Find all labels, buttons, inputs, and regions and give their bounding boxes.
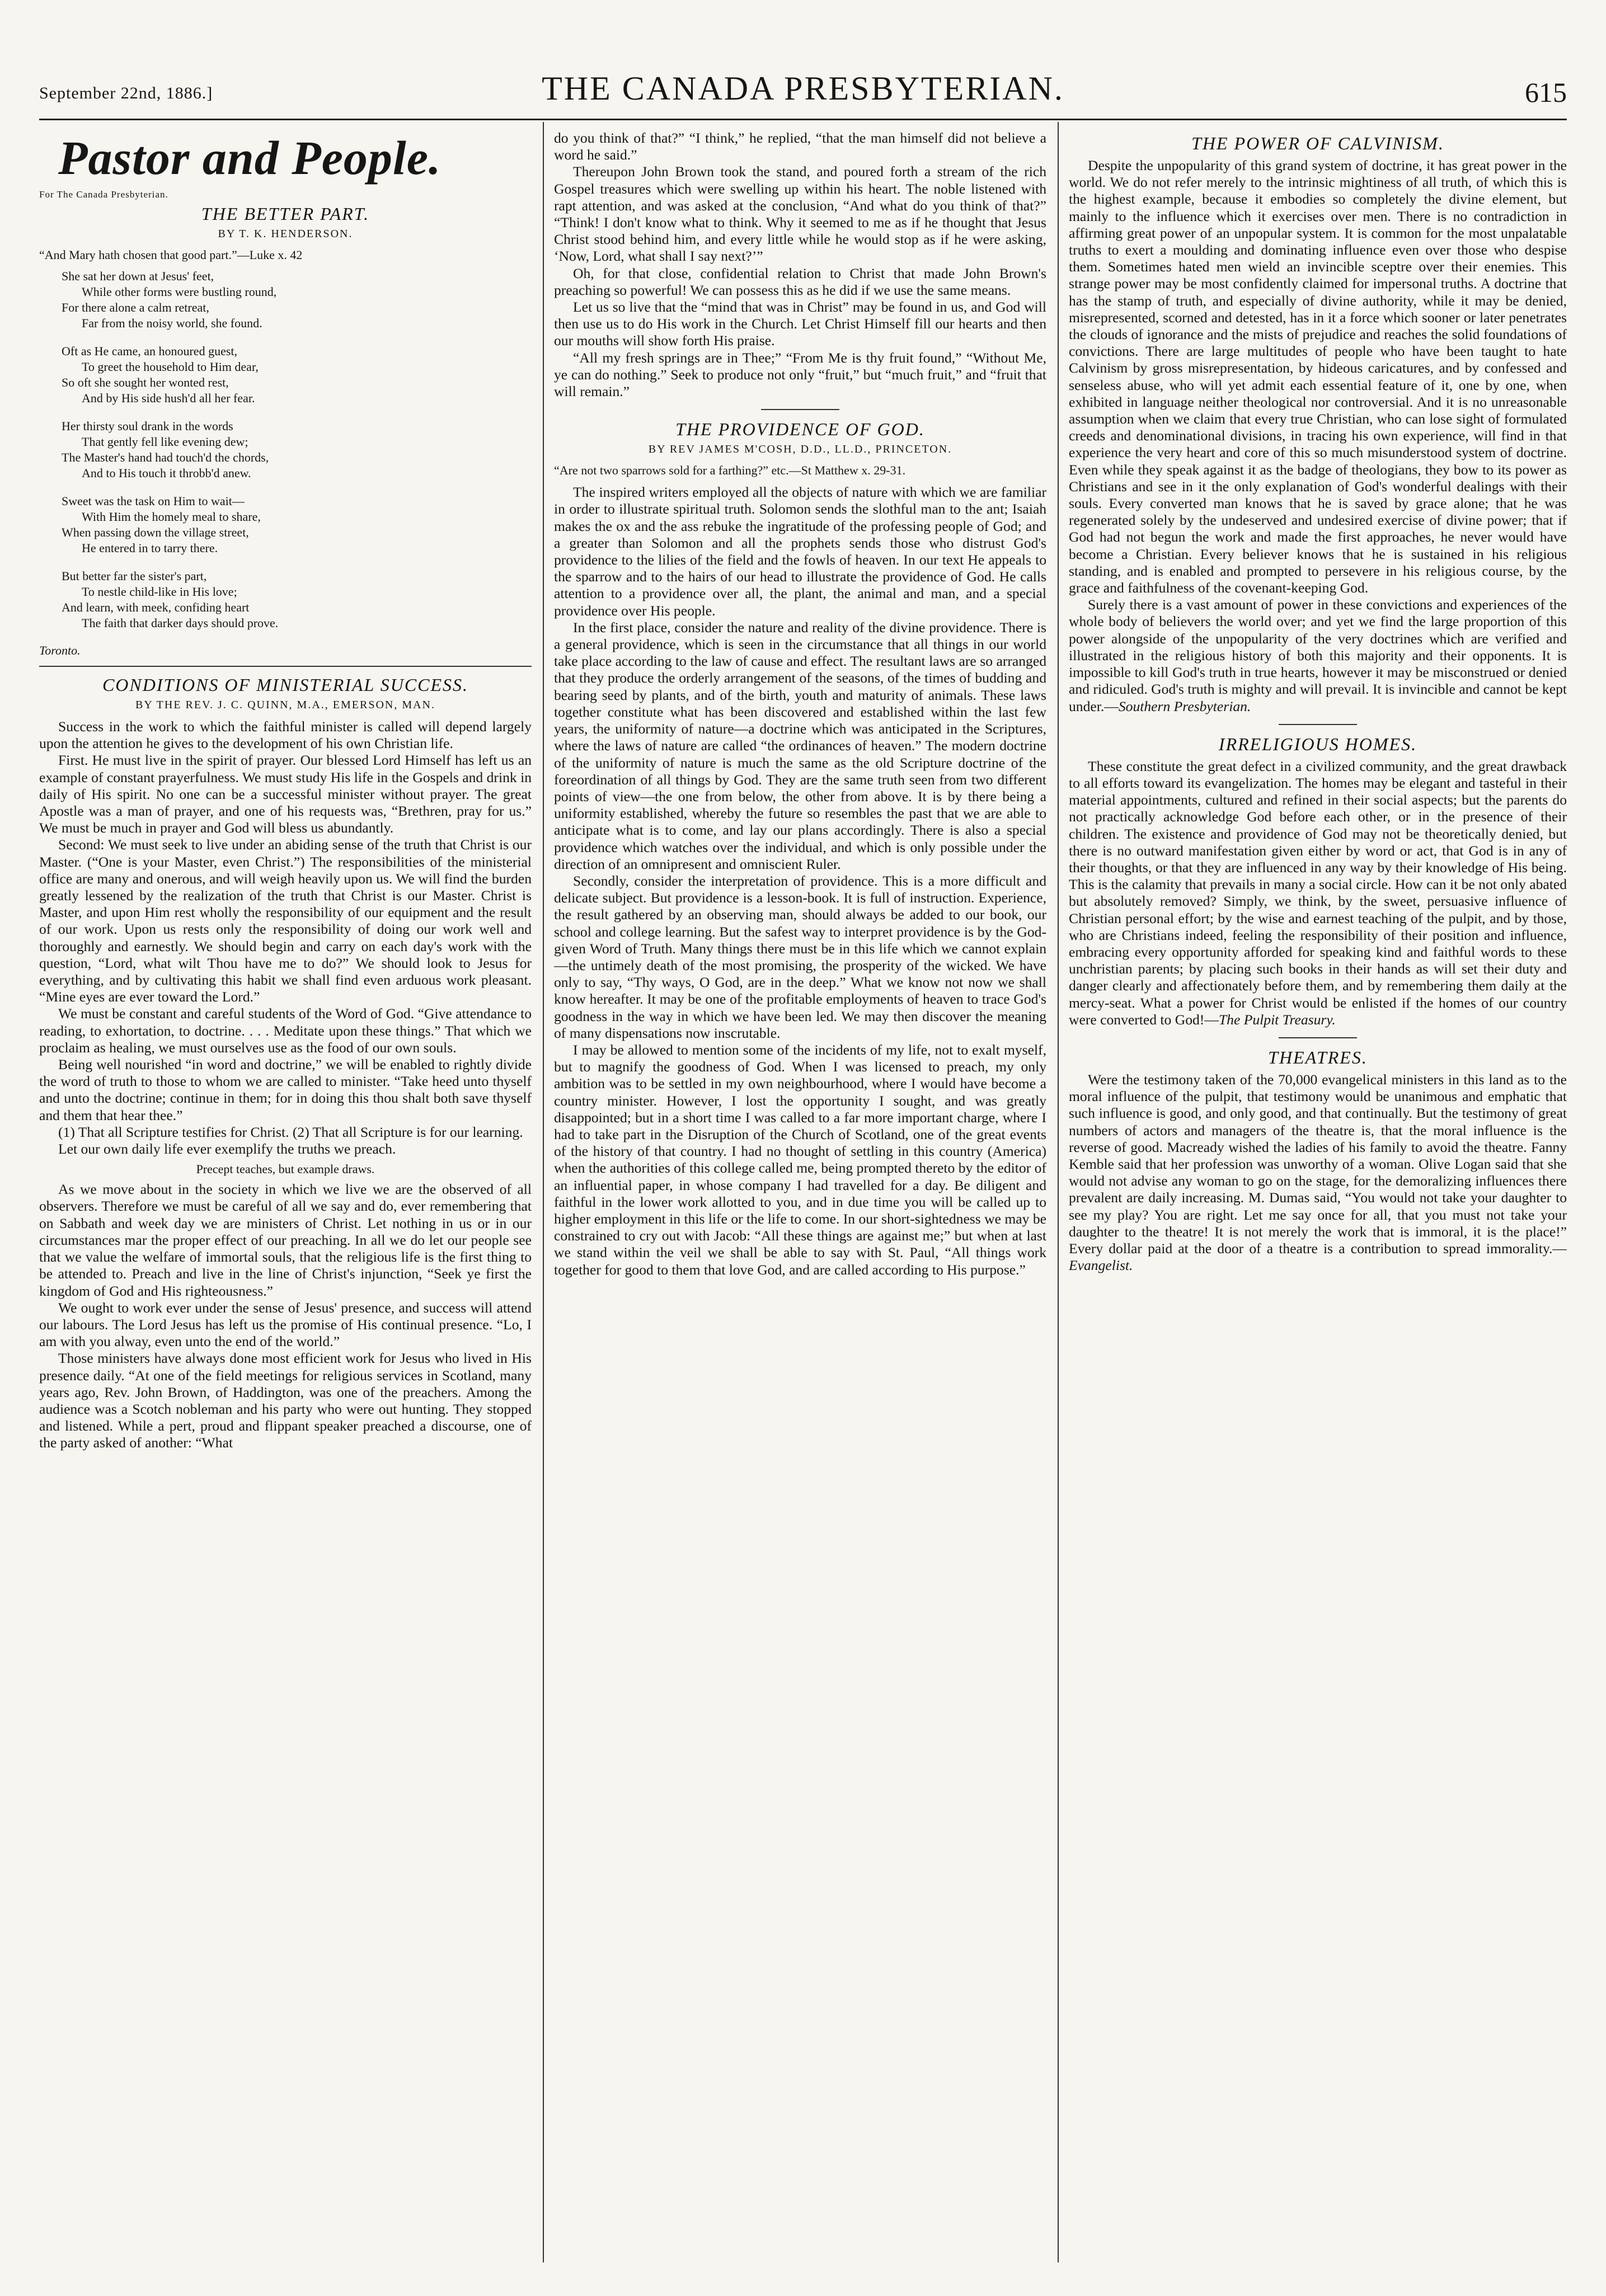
poem-line: And to His touch it throbb'd anew. [82, 466, 251, 480]
paragraph: Let our own daily life ever exemplify the truths we preach. [58, 1141, 396, 1158]
column-divider [543, 122, 544, 2262]
paragraph: Surely there is a vast amount of power in these convictions and experiences of the whole body of believers the world over; and yet we find the large proportion of this power alongside of the unpopularity of the very doctrines which are verified and illustrated in the religious history of both this majority and their opponents. It is impossible to kill God's truth in true hearts, however it may be misconstrued or denied and ridiculed. God's truth is mighty and will prevail. It is invincible and cannot be kept under.—Southern Presbyterian. [1069, 596, 1567, 714]
paragraph: Second: We must seek to live under an abiding sense of the truth that Christ is our Master. (“One is your Master, even Christ.”) The responsibilities of the ministerial office are many and onerous, and will weigh heavily upon us. We will find the burden greatly lessened by the realization of the truth that Christ is our Master. Christ is Master, and upon Him rest wholly the responsibility of our equipment and the result of our work. Upon us rests only the responsibility of doing our work well and thoroughly and earnestly. We should begin and carry on each day's work with the question, “Lord, what wilt Thou have me to do?” We should look to Jesus for everything, and by cultivating this habit we shall find even arduous work pleasant. “Mine eyes are ever toward the Lord.” [39, 836, 532, 1005]
paragraph: Let us so live that the “mind that was in Christ” may be found in us, and God will then use us to do His work in the Church. Let Christ Himself fill our hearts and then our mouths will show forth His praise. [554, 299, 1046, 349]
paragraph: Being well nourished “in word and doctrine,” we will be enabled to rightly divide the word of truth to those to whom we are called to minister. “Take heed unto thyself and unto the doctrine; continue in them; for in doing this thou shalt both save thyself and them that hear thee.” [39, 1056, 532, 1123]
poem-line: He entered in to tarry there. [82, 541, 218, 555]
paragraph: Oh, for that close, confidential relation to Christ that made John Brown's preaching so powerful! We can possess this as he did if we use the same means. [554, 265, 1046, 298]
article-rule [1279, 724, 1357, 725]
article-byline: BY REV JAMES M'COSH, D.D., LL.D., PRINCETON. [648, 443, 952, 456]
poem-byline: BY T. K. HENDERSON. [218, 228, 353, 240]
column-2 [554, 130, 1046, 2262]
paragraph: I may be allowed to mention some of the incidents of my life, not to exalt myself, but to magnify the goodness of God. When I was licensed to preach, my only ambition was to be settled in my own neighbourhood, where I would have become a country minister. However, I lost the opportunity I sought, and was greatly disappointed; but in a short time I was called to a far more important charge, where I had to take part in the Disruption of the Church of Scotland, one of the great events of the history of that country. I had no thought of settling in this country (America) when the authorities of this college called me, being prompted thereto by the editor of an influential paper, in whose company I had travelled for a day. Be diligent and faithful in the lower work allotted to you, and in due time you will be called up to higher employment in this life or the life to come. In our short-sightedness we may be constrained to cry out with Jacob: “All these things are against me;” but when at last we stand within the veil we shall be able to say with St. Paul, “All things work together for good to them that love God, and are called according to His purpose.” [554, 1041, 1046, 1278]
article-byline: BY THE REV. J. C. QUINN, M.A., EMERSON, MAN. [135, 699, 435, 711]
article-source: Evangelist. [1069, 1257, 1133, 1274]
poem-line: And by His side hush'd all her fear. [82, 391, 255, 405]
issue-date: September 22nd, 1886.] [39, 84, 213, 102]
article-body [39, 1181, 532, 1451]
article-rule [761, 409, 839, 410]
page-number: 615 [1525, 77, 1567, 108]
paragraph: Thereupon John Brown took the stand, and poured forth a stream of the rich Gospel treasures which were swelling up within his heart. The noble listened with rapt attention, and was asked at the conclusion, “And what do you think of that?” “Think! I don't know what to think. Why it seemed to me as if he thought that Jesus Christ stood behind him, and every little while he would stop as if he were asking, ‘Now, Lord, what shall I say next?’” [554, 163, 1046, 265]
poem-line: While other forms were bustling round, [82, 285, 277, 299]
article-body [1069, 758, 1567, 1028]
article-subhead: Precept teaches, but example draws. [196, 1162, 375, 1177]
article-body [554, 484, 1046, 1278]
poem-title: THE BETTER PART. [201, 204, 370, 224]
article-motto: “Are not two sparrows sold for a farthing?” etc.—St Matthew x. 29-31. [554, 463, 906, 478]
poem-line: But better far the sister's part, [62, 569, 207, 583]
poem-credit: For The Canada Presbyterian. [39, 189, 168, 200]
article-title: IRRELIGIOUS HOMES. [1218, 733, 1417, 754]
poem-line: Oft as He came, an honoured guest, [62, 344, 238, 358]
poem-line: To greet the household to Him dear, [82, 360, 259, 374]
column-divider [1058, 122, 1059, 2262]
column-3 [1069, 130, 1567, 2262]
poem-place: Toronto. [39, 643, 81, 657]
poem-line: So oft she sought her wonted rest, [62, 375, 229, 389]
poem-stanza [62, 568, 532, 631]
paragraph: We ought to work ever under the sense of Jesus' presence, and success will attend our labours. The Lord Jesus has left us the promise of His continual presence. “Lo, I am with you alway, even unto the end of the world.” [39, 1299, 532, 1350]
paragraph: As we move about in the society in which we live we are the observed of all observers. Therefore we must be careful of all we say and do, ever remembering that on Sabbath and week day we are ministers of Christ. Let nothing in us or in our circumstances mar the proper effect of our preaching. In all we do let our people see that we value the welfare of immortal souls, that the religious life is the first thing to be attended to. Preach and live in the line of Christ's injunction, “Seek ye first the kingdom of God and His righteousness.” [39, 1181, 532, 1299]
poem-stanza [62, 493, 532, 556]
paragraph: Those ministers have always done most efficient work for Jesus who lived in His presence daily. “At one of the field meetings for religious services in Scotland, many years ago, Rev. John Brown, of Haddington, was one of the preachers. Among the audience was a Scotch nobleman and his party who were out hunting. They stopped and listened. While a pert, proud and flippant speaker preached a discourse, one of the party asked of another: “What [39, 1350, 532, 1451]
poem-stanza [62, 418, 532, 481]
paragraph: In the first place, consider the nature and reality of the divine providence. There is a general providence, which is seen in the circumstance that all things in our world take place according to the law of cause and effect. The resultant laws are so arranged that they produce the orderly arrangement of the seasons, of the times of budding and bearing seed by plants, and of the birth, youth and maturity of animals. These laws together constitute what has been discovered and established within the last few years, the uniformity of nature—a doctrine which was anticipated in the Scriptures, where the laws of nature are called “the ordinances of heaven.” The modern doctrine of the uniformity of nature is much the same as the old Scripture doctrine of the foreordination of all things by God. They are the same truth seen from two different points of view—the one from below, the other from above. It is by there being a uniformity established, whereby the future so resembles the past that we are able to anticipate what is to come, and lay our plans accordingly. There is also a special providence which watches over the individual, and which is only possible under the direction of an omnipresent and omniscient Ruler. [554, 619, 1046, 872]
article-source: The Pulpit Treasury. [1218, 1011, 1336, 1028]
article-source: Southern Presbyterian. [1118, 698, 1251, 714]
paragraph: Success in the work to which the faithful minister is called will depend largely upon the attention he gives to the development of his own Christian life. [39, 718, 532, 752]
poem-line: For there alone a calm retreat, [62, 300, 209, 314]
poem-line: When passing down the village street, [62, 525, 249, 539]
poem-line: With Him the homely meal to share, [82, 510, 261, 524]
masthead-rule [39, 119, 1567, 120]
paragraph: We must be constant and careful students of the Word of God. “Give attendance to reading, to exhortation, to doctrine. . . . Meditate upon these things.” That which we proclaim as healing, we must ourselves use as the food of our own souls. [39, 1005, 532, 1056]
poem-line: And learn, with meek, confiding heart [62, 600, 250, 614]
poem-line: Sweet was the task on Him to wait— [62, 494, 245, 508]
column-1 [39, 130, 532, 2262]
paragraph: First. He must live in the spirit of prayer. Our blessed Lord Himself has left us an example of constant prayerfulness. We must study His life in the Gospels and drink in daily of His spirit. No one can be a successful minister without prayer. The great Apostle was a man of prayer, and one of his requests was, “Brethren, pray for us.” We must be much in prayer and God will bless us abundantly. [39, 752, 532, 836]
poem [62, 269, 532, 631]
paragraph: Secondly, consider the interpretation of providence. This is a more difficult and delicate subject. But providence is a lesson-book. It is full of instruction. Experience, the result gathered by an observing man, should always be added to our book, our school and college learning. But the safest way to interpret providence is by the God-given Word of Truth. Many things there must be in this life which we cannot explain—the untimely death of the most promising, the prosperity of the wicked. We have only to say, “Thy ways, O God, are in the deep.” What we know not now we shall know hereafter. It may be one of the profitable employments of heaven to trace God's goodness in the way in which we have been led. We may then discover the meaning of many dispensations now inscrutable. [554, 872, 1046, 1041]
article-rule [39, 666, 532, 667]
paragraph: (1) That all Scripture testifies for Christ. (2) That all Scripture is for our learning. [58, 1123, 523, 1140]
article-title: THE POWER OF CALVINISM. [1191, 133, 1444, 153]
poem-line: The Master's hand had touch'd the chords, [62, 450, 269, 464]
paragraph: Despite the unpopularity of this grand system of doctrine, it has great power in the world. We do not refer merely to the intrinsic mightiness of all truth, of which this is the highest example, because it embodies so completely the divine element, but mainly to the influence which it exercises over men. There is no contradiction in affirming great power of an unpopular system. It is common for the most unpalatable truths to exert a moulding and dominating influence even over those who despise them. Sometimes hated men wield an invincible sceptre over their enemies. This strange power may be most confidently claimed for impersonal truths. A doctrine that has the stamp of truth, and especially of divine authority, while it may be denied, misrepresented, scorned and detested, has in it a force which sooner or later penetrates the clouds of ignorance and the mists of prejudice and reaches the solid foundations of convictions. There are large multitudes of people who have been taught to hate Calvinism by gross misrepresentation, by hideous caricatures, and by confessed and senseless abuse, who will yet admit each essential feature of it, one by one, when exhibited in language neither theological nor controversial. And it is no unreasonable assumption when we claim that every true Christian, who can lose sight of formulated creeds and denominational divisions, in tracing his own experience, will find in that experience the very heart and core of this so much misunderstood system of doctrine. Even while they speak against it as the badge of theologians, they bow to its power as Christians and see in it the only explanation of God's wonderful dealings with their souls. Every converted man knows that he is saved by grace alone; that he was regenerated solely by the undeserved and undesired exercise of divine power; that if God had not begun the work and made the first approaches, he never would have become a Christian. Every believer knows that he is sustained in his religious standing, and is enabled and prompted to persevere in his religious course, by the grace and faithfulness of the covenant-keeping God. [1069, 157, 1567, 596]
article-rule [1279, 1037, 1357, 1038]
article-body [1069, 157, 1567, 715]
paragraph: “All my fresh springs are in Thee;” “From Me is thy fruit found,” “Without Me, ye can do nothing.” Seek to produce not only “fruit,” but “much fruit,” and “fruit that will remain.” [554, 349, 1046, 400]
poem-stanza [62, 269, 532, 331]
paragraph: These constitute the great defect in a civilized community, and the great drawback to all efforts toward its evangelization. The homes may be elegant and tasteful in their material appointments, cultured and refined in their social aspects; but the parents do not practically acknowledge God before each other, or in the presence of their children. The existence and providence of God may not be theoretically denied, but there is no outward manifestation given either by word or act, that God is in any of their thoughts, or that they are influenced in any way by their knowledge of His being. This is the calamity that prevails in many a social circle. How can it be not only abated but absolutely removed? Simply, we think, by the sweet, persuasive influence of Christian personal effort; by the wise and earnest teaching of the pulpit, and by those, who are Christians indeed, feeling the responsibility of their position and influence, embracing every opportunity afforded for speaking kind and faithful words to these unchristian parents; by placing such books in their hands as will set their duty and danger clearly and affectionately before them, and by remembering them daily at the mercy-seat. What a power for Christ would be enlisted if the homes of our country were converted to God!—The Pulpit Treasury. [1069, 758, 1567, 1028]
article-body [39, 718, 532, 1158]
poem-line: Her thirsty soul drank in the words [62, 419, 233, 433]
poem-line: The faith that darker days should prove. [82, 616, 279, 630]
poem-line: She sat her down at Jesus' feet, [62, 269, 214, 283]
poem-motto: “And Mary hath chosen that good part.”—Luke x. 42 [39, 248, 303, 262]
paragraph: The inspired writers employed all the objects of nature with which we are familiar in order to illustrate spiritual truth. Solomon sends the slothful man to the ant; Isaiah makes the ox and the ass rebuke the ingratitude of the professing people of God; and a greater than Solomon and all the prophets sends those who distrust God's providence to the lilies of the field and the fowls of heaven. In our text He appeals to the sparrow and to the hairs of our head to illustrate the providence of God. He calls attention to a providence over all, the plant, the animal and man, and a special providence over His people. [554, 484, 1046, 619]
poem-line: Far from the noisy world, she found. [82, 316, 262, 330]
paragraph: Were the testimony taken of the 70,000 evangelical ministers in this land as to the moral influence of the pulpit, that testimony would be unanimous and emphatic that such influence is good, and only good, and that continually. But the testimony of great numbers of actors and managers of the theatre is, that the moral influence is the reverse of good. Macready wished the ladies of his family to avoid the theatre. Fanny Kemble said that her profession was unworthy of a woman. Olive Logan said that she would not advise any woman to go on the stage, for the demoralizing influences there prevalent are daily increasing. M. Dumas said, “You would not take your daughter to see my play? You are right. Let me say once for all, that you must not take your daughter to the theatre! It is not merely the work that is immoral, it is the place!” Every dollar paid at the door of a theatre is a contribution to spread immorality.—Evangelist. [1069, 1071, 1567, 1274]
newspaper-title: THE CANADA PRESBYTERIAN. [542, 70, 1064, 107]
article-body [554, 130, 1046, 400]
poem-line: That gently fell like evening dew; [82, 435, 248, 449]
article-title: THE PROVIDENCE OF GOD. [675, 419, 925, 440]
article-body [1069, 1071, 1567, 1274]
article-title: CONDITIONS OF MINISTERIAL SUCCESS. [102, 675, 469, 695]
section-heading: Pastor and People. [58, 131, 442, 185]
masthead [39, 66, 1567, 116]
article-title: THEATRES. [1268, 1047, 1368, 1067]
poem-stanza [62, 344, 532, 406]
poem-line: To nestle child-like in His love; [82, 585, 237, 599]
paragraph: do you think of that?” “I think,” he replied, “that the man himself did not believe a word he said.” [554, 130, 1046, 163]
